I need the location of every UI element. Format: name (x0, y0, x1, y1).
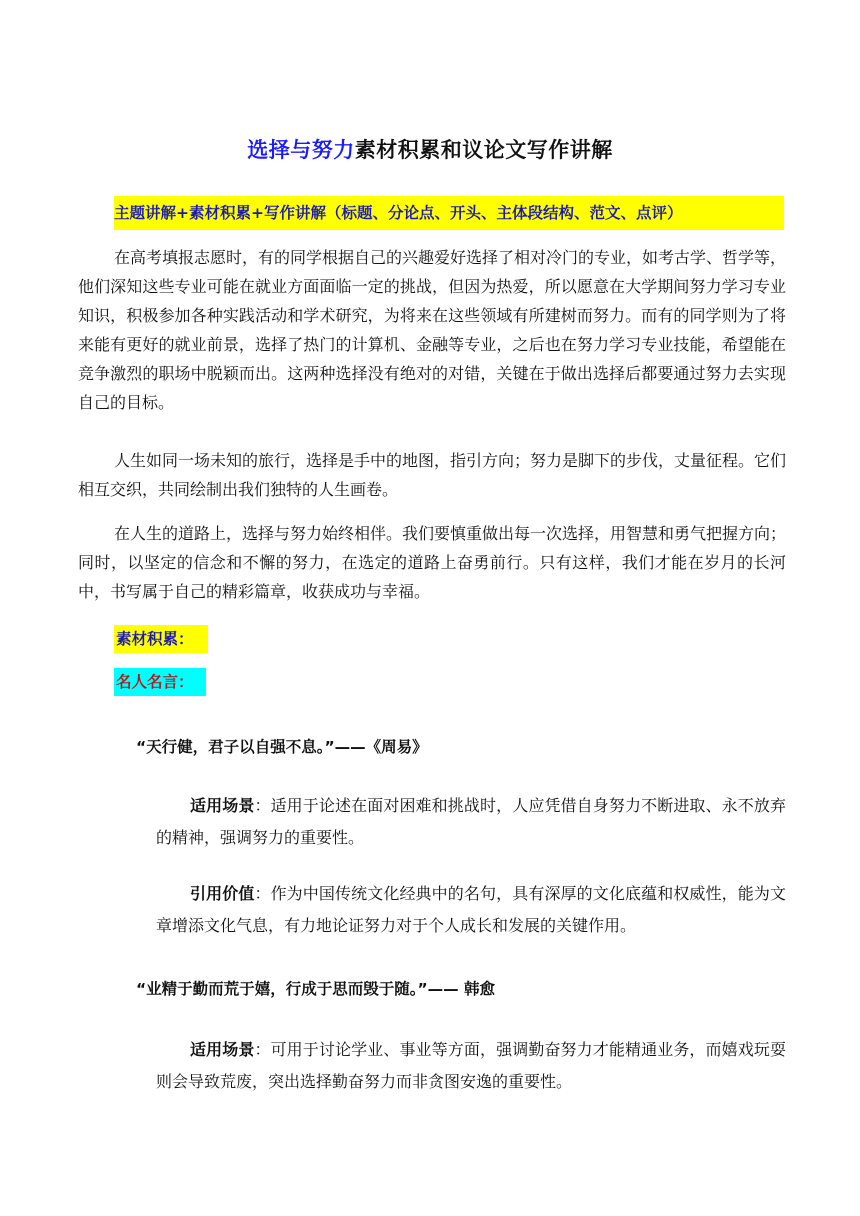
scene-text: ：适用于论述在面对困难和挑战时，人应凭借自身努力不断进取、永不放弃的精神，强调努力的重要性。 (156, 796, 786, 847)
quote-scene-note (156, 790, 786, 854)
topic-banner: 主题讲解+素材积累+写作讲解（标题、分论点、开头、主体段结构、范文、点评） (114, 196, 784, 230)
famous-quote: “天行健，君子以自强不息。”——《周易》 (136, 738, 428, 756)
body-paragraph: 人生如同一场未知的旅行，选择是手中的地图，指引方向；努力是脚下的步伐，丈量征程。它们相互交织，共同绘制出我们独特的人生画卷。 (78, 451, 787, 499)
value-text: ：作为中国传统文化经典中的名句，具有深厚的文化底蕴和权威性，能为文章增添文化气息，有力地论证努力对于个人成长和发展的关键作用。 (156, 884, 786, 935)
title-rest: 素材积累和议论文写作讲解 (354, 138, 613, 162)
section-heading-quotes: 名人名言： (114, 668, 206, 696)
scene-label: 适用场景 (190, 1040, 255, 1059)
famous-quote: “业精于勤而荒于嬉，行成于思而毁于随。”—— 韩愈 (136, 980, 496, 998)
scene-text: ：可用于讨论学业、事业等方面，强调勤奋努力才能精通业务，而嬉戏玩耍则会导致荒废，突出选择勤奋努力而非贪图安逸的重要性。 (156, 1040, 786, 1091)
title-accent: 选择与努力 (247, 138, 355, 162)
scene-label: 适用场景 (190, 796, 255, 815)
quote-scene-note (156, 1034, 786, 1098)
intro-paragraph: 在高考填报志愿时，有的同学根据自己的兴趣爱好选择了相对冷门的专业，如考古学、哲学等，他们深知这些专业可能在就业方面面临一定的挑战，但因为热爱，所以愿意在大学期间努力学习专业知识，积极参加各种实践活动和学术研究，为将来在这些领域有所建树而努力。而有的同学则为了将来能有更好的就业前景，选择了热门的计算机、金融等专业，之后也在努力学习专业技能，希望能在竞争激烈的职场中脱颖而出。这两种选择没有绝对的对错，关键在于做出选择后都要通过努力去实现自己的目标。 (78, 248, 787, 412)
body-paragraph: 在人生的道路上，选择与努力始终相伴。我们要慎重做出每一次选择，用智慧和勇气把握方向；同时，以坚定的信念和不懈的努力，在选定的道路上奋勇前行。只有这样，我们才能在岁月的长河中，书写属于自己的精彩篇章，收获成功与幸福。 (78, 524, 787, 601)
document-title (0, 134, 860, 164)
quote-value-note (156, 878, 786, 942)
value-label: 引用价值 (190, 884, 255, 903)
section-heading-material: 素材积累： (114, 625, 208, 653)
